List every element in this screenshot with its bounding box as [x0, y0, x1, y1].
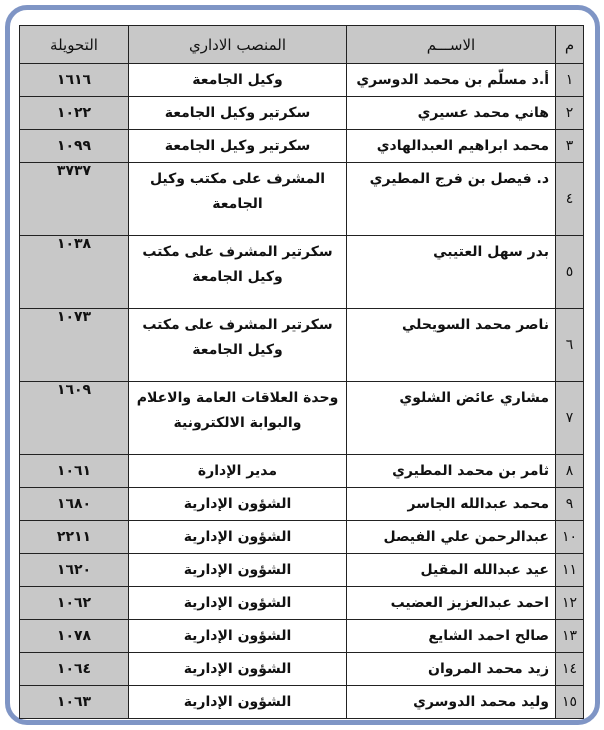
row-num: ٨	[556, 455, 584, 488]
row-num: ٢	[556, 97, 584, 130]
header-name: الاســـم	[347, 26, 556, 64]
row-position: الشؤون الإدارية	[129, 587, 347, 620]
row-position: سكرتير وكيل الجامعة	[129, 97, 347, 130]
row-name: صالح احمد الشايع	[347, 620, 556, 653]
row-extension: ١٠٦١	[20, 455, 129, 488]
row-position: الشؤون الإدارية	[129, 620, 347, 653]
row-position: الشؤون الإدارية	[129, 554, 347, 587]
row-num: ٩	[556, 488, 584, 521]
row-position: سكرتير وكيل الجامعة	[129, 130, 347, 163]
row-num: ٧	[556, 382, 584, 455]
row-name: احمد عبدالعزيز العضيب	[347, 587, 556, 620]
row-num: ٦	[556, 309, 584, 382]
row-num: ٣	[556, 130, 584, 163]
row-extension: ١٠٣٨	[20, 236, 129, 309]
row-position: الشؤون الإدارية	[129, 653, 347, 686]
header-num: م	[556, 26, 584, 64]
header-position: المنصب الاداري	[129, 26, 347, 64]
table-row	[20, 653, 584, 686]
row-extension: ٢٢١١	[20, 521, 129, 554]
row-extension: ١٠٢٢	[20, 97, 129, 130]
row-extension: ١٠٧٨	[20, 620, 129, 653]
row-name: ثامر بن محمد المطيري	[347, 455, 556, 488]
row-name: د. فيصل بن فرج المطيري	[347, 163, 556, 236]
row-extension: ٣٧٣٧	[20, 163, 129, 236]
row-num: ١١	[556, 554, 584, 587]
header-extension: التحويلة	[20, 26, 129, 64]
row-num: ١٠	[556, 521, 584, 554]
row-extension: ١٦٨٠	[20, 488, 129, 521]
row-position: الشؤون الإدارية	[129, 521, 347, 554]
table-row	[20, 64, 584, 97]
row-extension: ١٠٦٣	[20, 686, 129, 719]
row-position: الشؤون الإدارية	[129, 488, 347, 521]
row-name: عيد عبدالله المقيل	[347, 554, 556, 587]
row-name: بدر سهل العتيبي	[347, 236, 556, 309]
table-row	[20, 382, 584, 455]
row-position: وحدة العلاقات العامة والاعلام والبوابة الالكترونية	[129, 382, 347, 455]
row-position: سكرتير المشرف على مكتب وكيل الجامعة	[129, 236, 347, 309]
row-position: وكيل الجامعة	[129, 64, 347, 97]
table-row	[20, 488, 584, 521]
row-extension: ١٠٩٩	[20, 130, 129, 163]
staff-table	[19, 25, 584, 719]
row-name: محمد عبدالله الجاسر	[347, 488, 556, 521]
row-name: هاني محمد عسيري	[347, 97, 556, 130]
table-row	[20, 521, 584, 554]
row-position: سكرتير المشرف على مكتب وكيل الجامعة	[129, 309, 347, 382]
row-extension: ١٠٦٢	[20, 587, 129, 620]
table-row	[20, 587, 584, 620]
row-num: ١٢	[556, 587, 584, 620]
row-extension: ١٦٠٩	[20, 382, 129, 455]
table-row	[20, 309, 584, 382]
row-position: مدير الإدارة	[129, 455, 347, 488]
row-num: ٥	[556, 236, 584, 309]
table-row	[20, 163, 584, 236]
row-name: محمد ابراهيم العبدالهادي	[347, 130, 556, 163]
row-extension: ١٠٧٣	[20, 309, 129, 382]
row-position: الشؤون الإدارية	[129, 686, 347, 719]
row-name: عبدالرحمن علي الفيصل	[347, 521, 556, 554]
row-num: ١	[556, 64, 584, 97]
table-row	[20, 620, 584, 653]
row-extension: ١٠٦٤	[20, 653, 129, 686]
table-row	[20, 130, 584, 163]
row-extension: ١٦١٦	[20, 64, 129, 97]
table-row	[20, 236, 584, 309]
row-name: أ.د مسلّم بن محمد الدوسري	[347, 64, 556, 97]
row-num: ١٥	[556, 686, 584, 719]
row-name: زيد محمد المروان	[347, 653, 556, 686]
row-num: ٤	[556, 163, 584, 236]
row-num: ١٣	[556, 620, 584, 653]
table-row	[20, 554, 584, 587]
table-row	[20, 97, 584, 130]
table-row	[20, 455, 584, 488]
row-num: ١٤	[556, 653, 584, 686]
header-row	[20, 26, 584, 64]
row-extension: ١٦٢٠	[20, 554, 129, 587]
row-position: المشرف على مكتب وكيل الجامعة	[129, 163, 347, 236]
row-name: ناصر محمد السويحلي	[347, 309, 556, 382]
row-name: وليد محمد الدوسري	[347, 686, 556, 719]
table-row	[20, 686, 584, 719]
row-name: مشاري عائض الشلوي	[347, 382, 556, 455]
